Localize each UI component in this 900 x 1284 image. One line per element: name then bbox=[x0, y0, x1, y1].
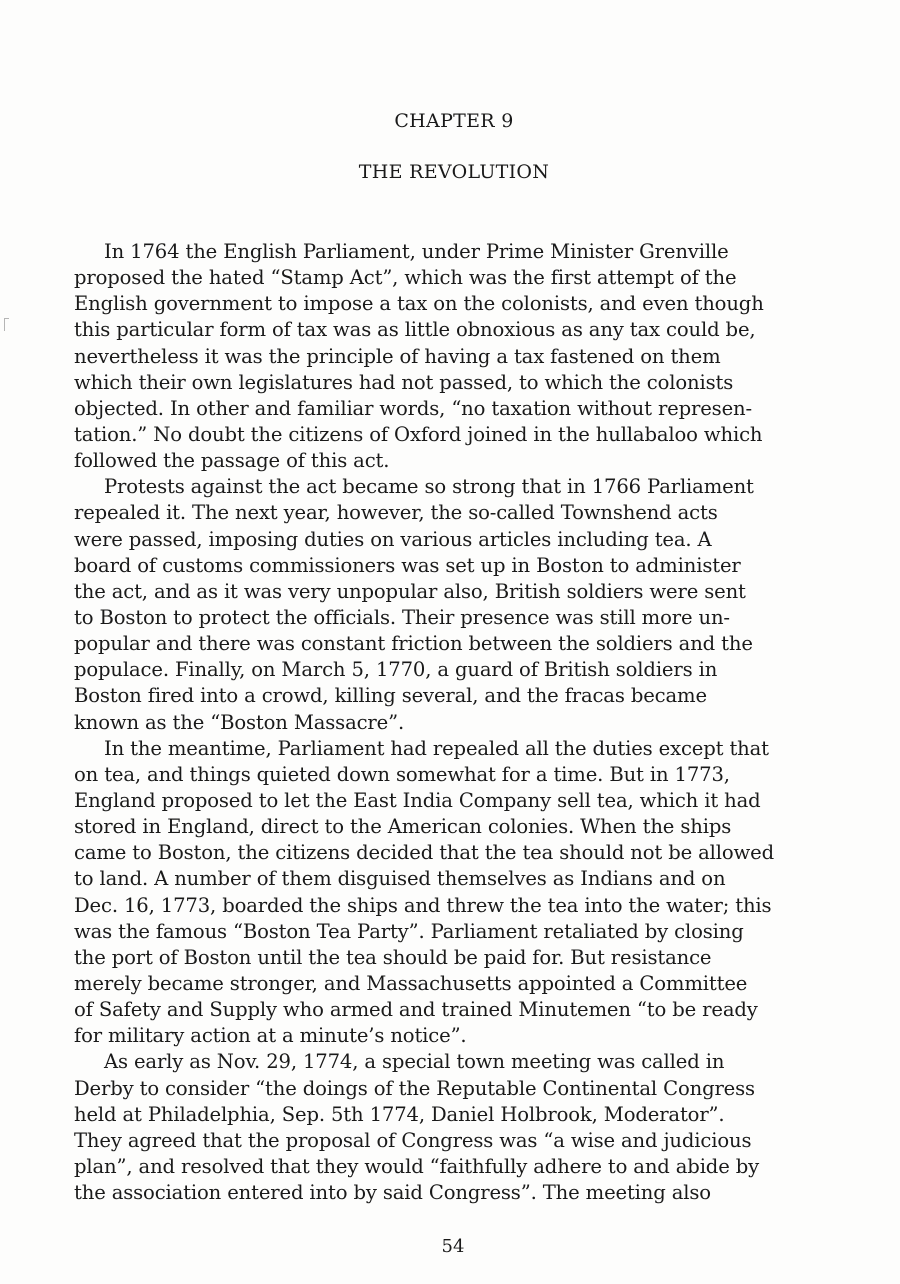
text-line: populace. Finally, on March 5, 1770, a guard of British soldiers in bbox=[74, 658, 718, 682]
text-line: held at Philadelphia, Sep. 5th 1774, Daniel Holbrook, Moderator”. bbox=[74, 1102, 725, 1126]
text-line: were passed, imposing duties on various articles including tea. A bbox=[74, 527, 712, 551]
text-line: Boston fired into a crowd, killing several, and the fracas became bbox=[74, 684, 707, 708]
text-line: In the meantime, Parliament had repealed all the duties except that bbox=[104, 736, 769, 760]
text-line: board of customs commissioners was set up in Boston to administer bbox=[74, 553, 741, 577]
text-line: merely became stronger, and Massachusetts appointed a Committee bbox=[74, 971, 748, 995]
text-line: In 1764 the English Parliament, under Prime Minister Grenville bbox=[104, 240, 729, 263]
text-line: As early as Nov. 29, 1774, a special town meeting was called in bbox=[104, 1050, 725, 1074]
text-line: the act, and as it was very unpopular also, British soldiers were sent bbox=[74, 579, 746, 603]
text-line: which their own legislatures had not passed, to which the colonists bbox=[74, 370, 734, 394]
text-line: tation.” No doubt the citizens of Oxford joined in the hullabaloo which bbox=[74, 422, 763, 446]
text-line: followed the passage of this act. bbox=[74, 449, 390, 473]
text-line: plan”, and resolved that they would “faithfully adhere to and abide by bbox=[74, 1154, 760, 1178]
text-line: on tea, and things quieted down somewhat for a time. But in 1773, bbox=[74, 762, 730, 786]
text-line: Protests against the act became so strong that in 1766 Parliament bbox=[104, 475, 754, 499]
text-line: stored in England, direct to the American colonies. When the ships bbox=[74, 815, 732, 839]
text-line: the association entered into by said Congress”. The meeting also bbox=[74, 1181, 711, 1205]
text-line: the port of Boston until the tea should be paid for. But resistance bbox=[74, 945, 712, 969]
text-line: English government to impose a tax on the colonists, and even though bbox=[74, 292, 764, 316]
text-line: nevertheless it was the principle of having a tax fastened on them bbox=[74, 344, 721, 368]
text-line: repealed it. The next year, however, the so-called Townshend acts bbox=[74, 501, 718, 525]
text-line: Derby to consider “the doings of the Reputable Continental Congress bbox=[74, 1076, 755, 1100]
text-line: known as the “Boston Massacre”. bbox=[74, 710, 405, 734]
text-line: this particular form of tax was as little obnoxious as any tax could be, bbox=[74, 318, 756, 342]
text-line: came to Boston, the citizens decided that the tea should not be allowed bbox=[74, 841, 775, 865]
text-line: of Safety and Supply who armed and trained Minutemen “to be ready bbox=[74, 998, 758, 1022]
chapter-number: CHAPTER 9 bbox=[394, 110, 514, 132]
text-line: objected. In other and familiar words, “no taxation without represen- bbox=[74, 396, 752, 420]
text-line: proposed the hated “Stamp Act”, which was the first attempt of the bbox=[74, 266, 737, 290]
page-number: 54 bbox=[441, 1236, 465, 1257]
text-line: England proposed to let the East India Company sell tea, which it had bbox=[74, 788, 761, 812]
text-line: Dec. 16, 1773, boarded the ships and threw the tea into the water; this bbox=[74, 893, 772, 917]
chapter-title: THE REVOLUTION bbox=[358, 161, 550, 183]
text-line: They agreed that the proposal of Congress was “a wise and judicious bbox=[74, 1128, 752, 1152]
text-line: to Boston to protect the officials. Their presence was still more un- bbox=[74, 605, 730, 629]
text-line: popular and there was constant friction between the soldiers and the bbox=[74, 632, 753, 656]
text-line: for military action at a minute’s notice”. bbox=[74, 1024, 467, 1048]
chapter-body bbox=[74, 239, 854, 1206]
text-line: to land. A number of them disguised themselves as Indians and on bbox=[74, 867, 726, 891]
scan-artifact-mark bbox=[4, 318, 9, 331]
text-line: was the famous “Boston Tea Party”. Parliament retaliated by closing bbox=[74, 919, 744, 943]
